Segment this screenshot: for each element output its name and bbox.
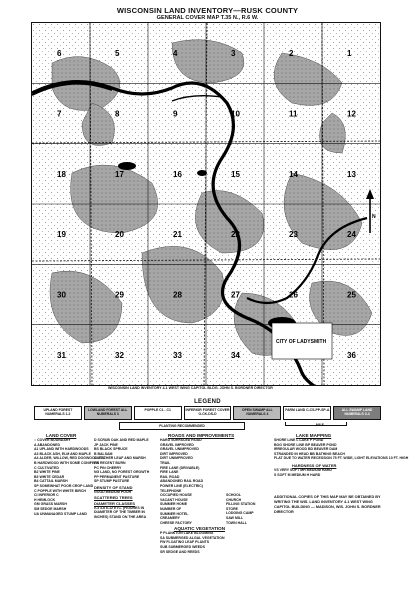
section-number: 36 [347, 350, 356, 360]
lake-item: BOG SHORE LINE BP BEAVER POND [274, 442, 337, 447]
building-item: SAW MILL [226, 515, 244, 520]
legend-box-row [33, 406, 382, 420]
land-cover-item: C POPPLE WITH WHITE BIRCH [34, 488, 86, 493]
road-item: RAIL ROAD [160, 474, 180, 479]
road-item: HARD SURFACED ROAD [160, 438, 202, 442]
lake-heading: LAKE MAPPING [296, 433, 332, 438]
legend-box-open-swamp: OPEN SWAMP ALL NUMERALS 4 [233, 406, 281, 420]
land-cover-item: RB RECENT BURN [94, 460, 126, 465]
aquatic-item: FW FLOATING LEAF PLANTS [160, 540, 210, 545]
lake-column [274, 433, 409, 515]
hardness-heading: HARDNESS OF WATER [292, 462, 337, 468]
section-number: 31 [57, 350, 66, 360]
road-item: DIRT IMPROVED [160, 451, 188, 456]
section-number: 19 [57, 230, 66, 240]
building-item: STORE [226, 506, 238, 511]
section-number: 18 [57, 169, 66, 179]
land-cover-item: C CULTIVATED [34, 465, 59, 470]
land-cover-item: PP PERMANENT PASTURE [94, 474, 140, 479]
land-cover-item: BS BLACK SPRUCE [94, 447, 128, 452]
road-item: CREAMERY [160, 516, 180, 521]
map-title: WISCONSIN LAND INVENTORY—RUSK COUNTY [116, 6, 299, 15]
land-cover-heading: LAND COVER [46, 433, 77, 438]
land-cover-item: A1 UPLAND WITH HARDWOODS [34, 447, 89, 452]
land-cover-item: A ABANDONED [34, 442, 60, 447]
density-heading: DENSITY OF STAND [94, 484, 133, 490]
density-values: GOOD MEDIUM POOR [94, 489, 132, 494]
land-cover-item: B3 WHITE CEDAR [34, 474, 65, 479]
diameter-heading: DIAMETER CLASSES [94, 500, 135, 506]
land-cover-item: CI INFERIOR C [34, 493, 59, 498]
building-item: FILLING STATION [226, 502, 256, 507]
section-number: 21 [173, 230, 182, 240]
section-number: 11 [289, 109, 298, 119]
land-cover-item: GM GRASS MARSH [34, 502, 67, 507]
section-number: 8 [115, 109, 120, 119]
land-cover-item: D SCRUB OAK AND RED MAPLE [94, 438, 149, 442]
road-item: VACANT HOUSE [160, 497, 188, 502]
section-number: 12 [347, 109, 356, 119]
cover-map [31, 22, 381, 386]
roads-list [160, 438, 226, 525]
section-number: 28 [173, 290, 182, 300]
land-cover-column-b [94, 438, 158, 519]
diameter-values: 0-3 3-6 6-12 ETC. (FIGURES IN DIAMETER OF THE TIMBER IN INCHES) STAND ON THE AREA [94, 505, 147, 519]
aquatic-list [160, 531, 270, 554]
land-cover-item: NG LAND, NO FOREST GROWTH [94, 470, 150, 475]
section-number: 29 [115, 290, 124, 300]
legend-box-all-swamp: ALL SWAMP LAND NUMERALS 3-4 [333, 406, 381, 420]
land-cover-item: JP JACK PINE [94, 442, 118, 447]
section-number: 23 [289, 230, 298, 240]
section-number: 27 [231, 290, 240, 300]
aquatic-item: P PLANKTON LAKE BLOOMING [160, 531, 214, 536]
aquatic-heading: AQUATIC VEGETATION [174, 526, 226, 532]
land-cover-item: B4 CATTAIL MARSH [34, 479, 68, 484]
roads-column [160, 433, 270, 554]
lake-item: FLAT DUE TO WATER RECESSION 75 FT. WIDE, LIGHT ELEVATIONS 10 FT. HIGH [274, 456, 409, 461]
lake-item: SHORE LINE L LAKE P POND [274, 438, 324, 442]
road-item: GRAVEL IMPROVED [160, 442, 194, 447]
additional-copies: ADDITIONAL COPIES OF THIS MAP MAY BE OBTAINED BY WRITING THE WIS. LAND INVENTORY 4-1 WEST WING CAPITOL BUILDING — MADISON, WIS. JOHN S. BORDNER DIRECTOR [274, 495, 381, 515]
planting-row [33, 422, 382, 429]
land-cover-item: B BALSAM [94, 451, 113, 456]
section-number: 9 [173, 109, 178, 119]
section-number: 1 [347, 49, 352, 59]
section-number: 7 [57, 109, 62, 119]
section-number: 15 [231, 169, 240, 179]
land-cover-item: L LEATHER LEAF AND MARSH [94, 456, 146, 461]
land-cover-item: A3 BLACK ASH, ELM AND MAPLE [34, 451, 91, 456]
section-number: 2 [289, 49, 294, 59]
section-number: 20 [115, 230, 124, 240]
lake-item: STRANDED IN HEAD BB BATHING BEACH [274, 451, 345, 456]
legend-title: LEGEND [194, 399, 221, 405]
land-cover-item: SP STUMP PASTURE [94, 479, 130, 484]
land-cover-item: ○ COVER BOUNDARY [34, 438, 71, 442]
legend-box-inferior: INFERIOR FOREST COVER O-CK-DS-D [184, 406, 232, 420]
road-item: DIRT UNIMPROVED [160, 456, 193, 461]
legend-box-lowland: LOWLAND FOREST ALL NUMERALS 3 [84, 406, 132, 420]
section-number: 32 [115, 350, 124, 360]
road-item: OCCUPIED HOUSE [160, 493, 192, 498]
section-number: 5 [115, 49, 120, 59]
section-number: 26 [289, 290, 298, 300]
land-cover-item: H HEMLOCK [34, 497, 56, 502]
legend-box-popple: POPPLE C1 - C1 [134, 406, 182, 420]
road-item: SUMMER HOTEL [160, 511, 189, 516]
section-number: 17 [115, 169, 124, 179]
land-cover-list-b [94, 438, 158, 484]
legend-box-upland: UPLAND FOREST NUMERALS 1-2 [34, 406, 82, 420]
legend-box-farm: FARM LAND C-CS-PP-SP-A [283, 406, 331, 420]
road-item: NUMBER OF [160, 506, 182, 511]
hardness-item: S SOFT M MEDIUM H HARD [274, 472, 321, 477]
hardness-list [274, 468, 386, 477]
land-cover-item: B2 WHITE PINE [34, 470, 60, 475]
road-item: TELEPHONE [160, 488, 182, 493]
road-item: POWER LINE (ELECTRIC) [160, 483, 203, 488]
land-cover-item: A4 ALDER, WILLOW, RED DOGWOOD ETC. [34, 456, 107, 461]
section-number: 6 [57, 49, 62, 59]
section-number: 34 [231, 350, 240, 360]
city-area [272, 323, 332, 359]
road-item: TRAIL [160, 460, 171, 465]
scattered-trees: SCATTERED TREES [94, 494, 133, 500]
building-item: LODGING CAMP [226, 511, 254, 516]
land-cover-item: B HARDWOOD WITH SOME CONIFERS [34, 460, 100, 465]
aquatic-item: SUB SUBMERGED WEEDS [160, 545, 205, 550]
hardness-item: VS VERY SOFT MH MEDIUM HARD [274, 467, 332, 472]
planting-recommended: PLANTING RECOMMENDED [119, 422, 245, 430]
road-item: SUMMER HOME [160, 502, 188, 507]
map-subtitle: GENERAL COVER MAP T.35 N., R.6 W. [156, 15, 259, 21]
section-number: 30 [57, 290, 66, 300]
lake-item: IRREGULAR WOOD BD BEAVER DAM [274, 447, 338, 452]
north-arrow-label: N [372, 214, 376, 220]
building-item: SCHOOL [226, 493, 241, 497]
section-number: 3 [231, 49, 236, 59]
section-number: 33 [173, 350, 182, 360]
road-item: GRAVEL UNIMPROVED [160, 447, 199, 452]
section-number: 25 [347, 290, 356, 300]
city-label: CITY OF LADYSMITH [276, 339, 327, 345]
road-item: CHEESE FACTORY [160, 520, 192, 525]
lake-list [274, 438, 409, 461]
building-item: TOWN HALL [226, 520, 247, 525]
section-number: 24 [347, 230, 356, 240]
section-number: 16 [173, 169, 182, 179]
scale-label: MILE [316, 423, 324, 427]
land-cover-item: SM SEDGE MARSH [34, 506, 67, 511]
aquatic-item: SA SUBMERGED ALGAL VEGETATION [160, 535, 225, 540]
roads-heading: ROADS AND IMPROVEMENTS [168, 433, 235, 438]
road-item: FIRE LANE (DRIVABLE) [160, 465, 200, 470]
building-item: CHURCH [226, 497, 242, 502]
section-number: 4 [173, 49, 178, 59]
buildings-list [226, 438, 270, 525]
section-number: 14 [289, 169, 298, 179]
land-cover-item: PC PIN CHERRY [94, 465, 122, 470]
section-number: 10 [231, 109, 240, 119]
map-credit: WISCONSIN LAND INVENTORY 4-1 WEST WING CAPITOL BLDG. JOHN S. BORDNER DIRECTOR [108, 386, 273, 390]
map-canvas [32, 23, 380, 385]
land-cover-item: UA UNMANAGED STUMP LAND [34, 511, 87, 516]
road-item: ABANDONED RAIL ROAD [160, 479, 204, 484]
road-item: FIRE LANE [160, 470, 179, 475]
section-number: 13 [347, 169, 356, 179]
land-cover-item: SP SOMEWHAT POOR CROP LAND [34, 483, 94, 488]
aquatic-item: SR SEDGE AND REEDS [160, 549, 200, 554]
section-number: 22 [231, 230, 240, 240]
